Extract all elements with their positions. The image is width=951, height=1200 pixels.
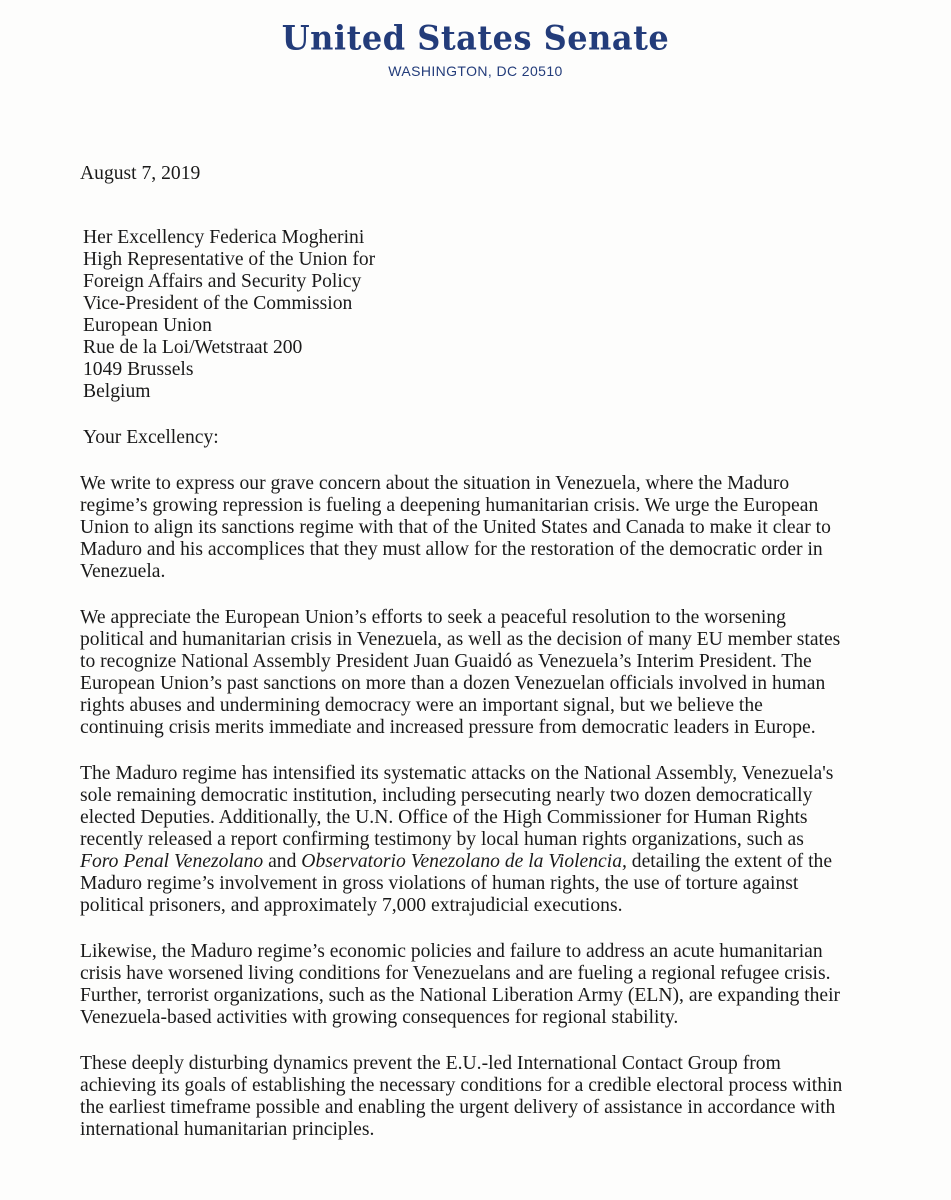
letterhead-title: United States Senate xyxy=(281,18,670,58)
paragraph-line: political and humanitarian crisis in Venezuela, as well as the decision of many EU member states xyxy=(80,629,841,650)
letterhead xyxy=(0,18,951,80)
recipient-address xyxy=(80,227,942,403)
paragraph-3 xyxy=(80,763,942,917)
letter-body xyxy=(80,163,942,1141)
paragraph-line: achieving its goals of establishing the necessary conditions for a credible electoral process within xyxy=(80,1075,843,1096)
paragraph-line: Likewise, the Maduro regime’s economic policies and failure to address an acute humanitarian xyxy=(80,941,823,962)
paragraph-1 xyxy=(80,473,942,583)
paragraph-2 xyxy=(80,607,942,739)
paragraph-line: recently released a report confirming testimony by local human rights organizations, such as xyxy=(80,829,804,850)
paragraph-line: Maduro and his accomplices that they must allow for the restoration of the democratic order in xyxy=(80,539,823,560)
recipient-line: Her Excellency Federica Mogherini xyxy=(83,227,365,248)
paragraph-line: crisis have worsened living conditions for Venezuelans and are fueling a regional refugee crisis. xyxy=(80,963,831,984)
letterhead-address: WASHINGTON, DC 20510 xyxy=(388,63,563,79)
paragraph-5 xyxy=(80,1053,942,1141)
recipient-line: 1049 Brussels xyxy=(83,359,194,380)
recipient-line: European Union xyxy=(83,315,212,336)
letter-date: August 7, 2019 xyxy=(80,163,201,184)
paragraph-line: We write to express our grave concern about the situation in Venezuela, where the Maduro xyxy=(80,473,790,494)
recipient-line: Belgium xyxy=(83,381,151,402)
paragraph-line: Further, terrorist organizations, such as the National Liberation Army (ELN), are expanding their xyxy=(80,985,841,1006)
paragraph-line: the earliest timeframe possible and enabling the urgent delivery of assistance in accordance with xyxy=(80,1097,836,1118)
paragraph-line: We appreciate the European Union’s efforts to seek a peaceful resolution to the worsening xyxy=(80,607,786,628)
recipient-line: Foreign Affairs and Security Policy xyxy=(83,271,362,292)
paragraph-line: The Maduro regime has intensified its systematic attacks on the National Assembly, Venezuela's xyxy=(80,763,834,784)
recipient-line: Rue de la Loi/Wetstraat 200 xyxy=(83,337,303,358)
organization-name-observatorio: Observatorio Venezolano de la Violencia, xyxy=(301,851,627,872)
paragraph-line: political prisoners, and approximately 7,000 extrajudicial executions. xyxy=(80,895,623,916)
paragraph-line: Union to align its sanctions regime with that of the United States and Canada to make it clear to xyxy=(80,517,831,538)
paragraph-line: These deeply disturbing dynamics prevent the E.U.-led International Contact Group from xyxy=(80,1053,781,1074)
paragraph-line: Venezuela. xyxy=(80,561,166,582)
paragraph-line: rights abuses and undermining democracy were an important signal, but we believe the xyxy=(80,695,763,716)
paragraph-line: to recognize National Assembly President Juan Guaidó as Venezuela’s Interim President. The xyxy=(80,651,812,672)
paragraph-line: sole remaining democratic institution, including persecuting nearly two dozen democratically xyxy=(80,785,813,806)
paragraph-line: continuing crisis merits immediate and increased pressure from democratic leaders in Europe. xyxy=(80,717,816,738)
recipient-line: High Representative of the Union for xyxy=(83,249,376,270)
paragraph-line: international humanitarian principles. xyxy=(80,1119,375,1140)
paragraph-line: Venezuela-based activities with growing consequences for regional stability. xyxy=(80,1007,679,1028)
conjunction-text: and xyxy=(263,851,302,872)
paragraph-line: Maduro regime’s involvement in gross violations of human rights, the use of torture against xyxy=(80,873,799,894)
paragraph-line: elected Deputies. Additionally, the U.N. Office of the High Commissioner for Human Rights xyxy=(80,807,808,828)
organization-name-foro-penal: Foro Penal Venezolano xyxy=(80,851,264,872)
recipient-line: Vice-President of the Commission xyxy=(83,293,353,314)
paragraph-line-italic-names xyxy=(80,851,942,873)
paragraph-line: European Union’s past sanctions on more than a dozen Venezuelan officials involved in human xyxy=(80,673,826,694)
line-tail-text: detailing the extent of the xyxy=(626,851,833,872)
paragraph-line: regime’s growing repression is fueling a deepening humanitarian crisis. We urge the European xyxy=(80,495,819,516)
paragraph-4 xyxy=(80,941,942,1029)
salutation: Your Excellency: xyxy=(83,427,219,448)
